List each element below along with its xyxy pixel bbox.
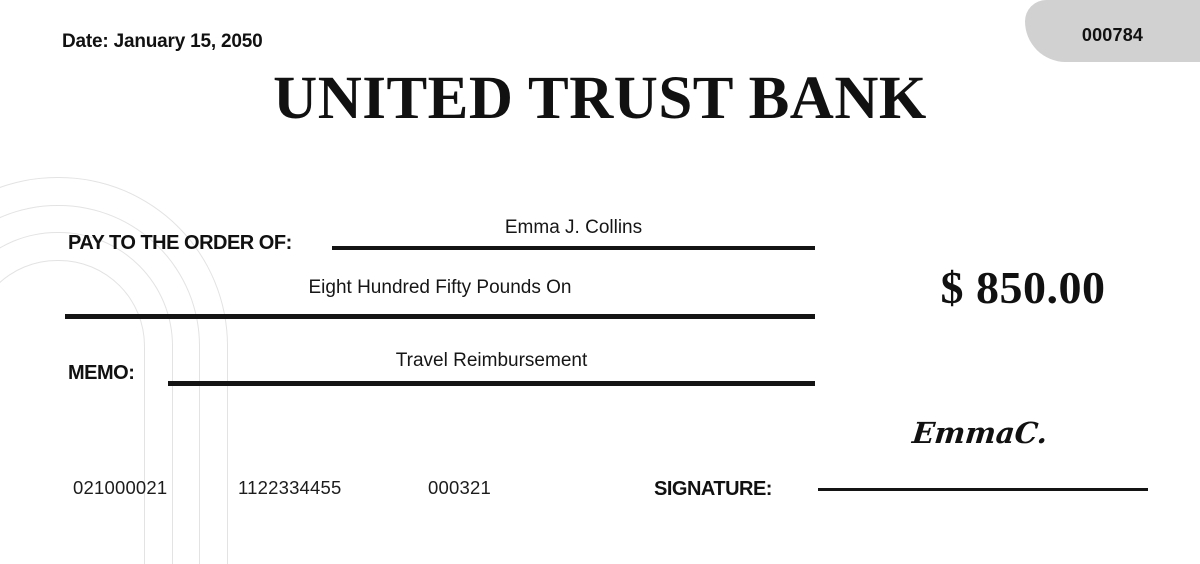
- micr-check-number: 000321: [428, 477, 491, 498]
- memo-field: Travel Reimbursement: [395, 350, 588, 371]
- memo-label: MEMO:: [68, 362, 135, 384]
- routing-number: 021000021: [73, 477, 168, 498]
- amount-numeric: $ 850.00: [940, 262, 1106, 313]
- account-number: 1122334455: [238, 477, 342, 498]
- bank-name-title: UNITED TRUST BANK: [273, 65, 927, 132]
- pay-to-order-label: PAY TO THE ORDER OF:: [68, 232, 292, 254]
- check-number-badge: [1025, 0, 1200, 62]
- signature-underline: [818, 488, 1148, 491]
- payee-name-field: Emma J. Collins: [504, 217, 643, 238]
- date-field: Date: January 15, 2050: [62, 31, 263, 52]
- amount-words-field: Eight Hundred Fifty Pounds On: [308, 277, 572, 298]
- signature-label: SIGNATURE:: [654, 478, 772, 500]
- check-number: 000784: [1081, 24, 1144, 45]
- signature-handwriting: EmmaC.: [910, 416, 1050, 450]
- amount-words-underline: [65, 314, 815, 319]
- payee-underline: [332, 246, 815, 250]
- decorative-arc: [0, 260, 145, 564]
- memo-underline: [168, 381, 815, 386]
